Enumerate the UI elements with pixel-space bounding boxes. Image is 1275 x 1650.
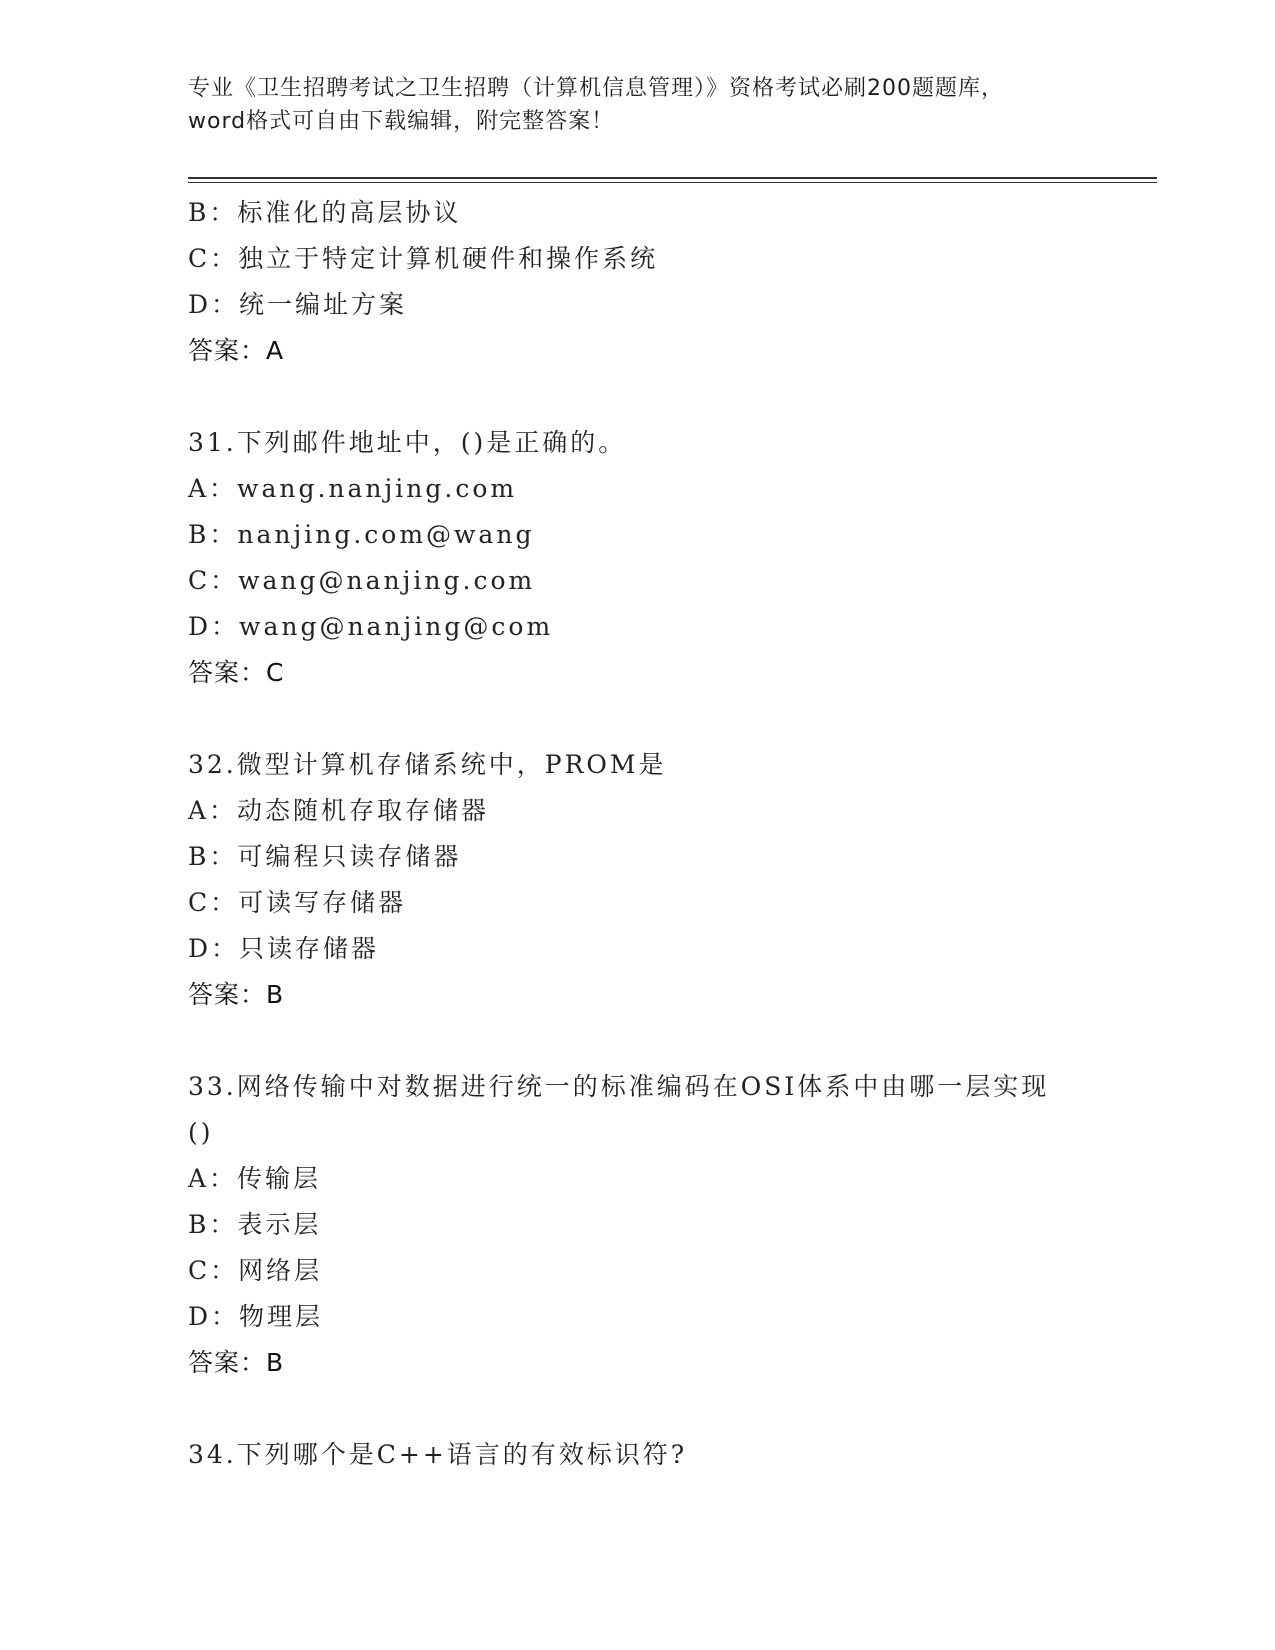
- question-block-32: [188, 742, 1088, 1018]
- option-d: D：物理层: [188, 1302, 324, 1331]
- question-block-continued: [188, 190, 1088, 374]
- header-title-line-2: word格式可自由下载编辑，附完整答案！: [188, 109, 615, 134]
- answer-line: 答案：B: [188, 980, 285, 1009]
- answer-line: 答案：B: [188, 1348, 285, 1377]
- option-a: A：wang.nanjing.com: [188, 474, 518, 503]
- option-c: C：wang@nanjing.com: [188, 566, 536, 595]
- option-c: C：网络层: [188, 1256, 323, 1285]
- document-header: [188, 72, 1088, 138]
- header-title-line-1: 专业《卫生招聘考试之卫生招聘（计算机信息管理）》资格考试必刷200题题库，: [188, 76, 1004, 101]
- option-d: D：统一编址方案: [188, 290, 408, 319]
- question-block-31: [188, 420, 1088, 696]
- option-c: C：独立于特定计算机硬件和操作系统: [188, 244, 659, 273]
- question-stem: 32.微型计算机存储系统中，PROM是: [188, 750, 667, 779]
- option-b: B：nanjing.com@wang: [188, 520, 535, 549]
- option-b: B：可编程只读存储器: [188, 842, 462, 871]
- spacer: [188, 1018, 1088, 1064]
- option-a: A：传输层: [188, 1164, 322, 1193]
- option-c: C：可读写存储器: [188, 888, 407, 917]
- question-list: [188, 190, 1088, 1478]
- option-a: A：动态随机存取存储器: [188, 796, 490, 825]
- question-stem: 31.下列邮件地址中，()是正确的。: [188, 428, 627, 457]
- spacer: [188, 1386, 1088, 1432]
- question-stem: 33.网络传输中对数据进行统一的标准编码在OSI体系中由哪一层实现: [188, 1072, 1050, 1101]
- option-d: D：只读存储器: [188, 934, 380, 963]
- answer-line: 答案：A: [188, 336, 285, 365]
- spacer: [188, 374, 1088, 420]
- spacer: [188, 696, 1088, 742]
- question-block-33: [188, 1064, 1088, 1386]
- header-divider-thin: [188, 182, 1157, 183]
- answer-line: 答案：C: [188, 658, 285, 687]
- option-d: D：wang@nanjing@com: [188, 612, 554, 641]
- question-block-34: [188, 1432, 1088, 1478]
- question-stem-continued: (): [188, 1118, 214, 1147]
- question-stem: 34.下列哪个是C++语言的有效标识符?: [188, 1440, 688, 1469]
- header-divider-thick: [188, 177, 1157, 179]
- option-b: B：表示层: [188, 1210, 322, 1239]
- option-b: B：标准化的高层协议: [188, 198, 462, 227]
